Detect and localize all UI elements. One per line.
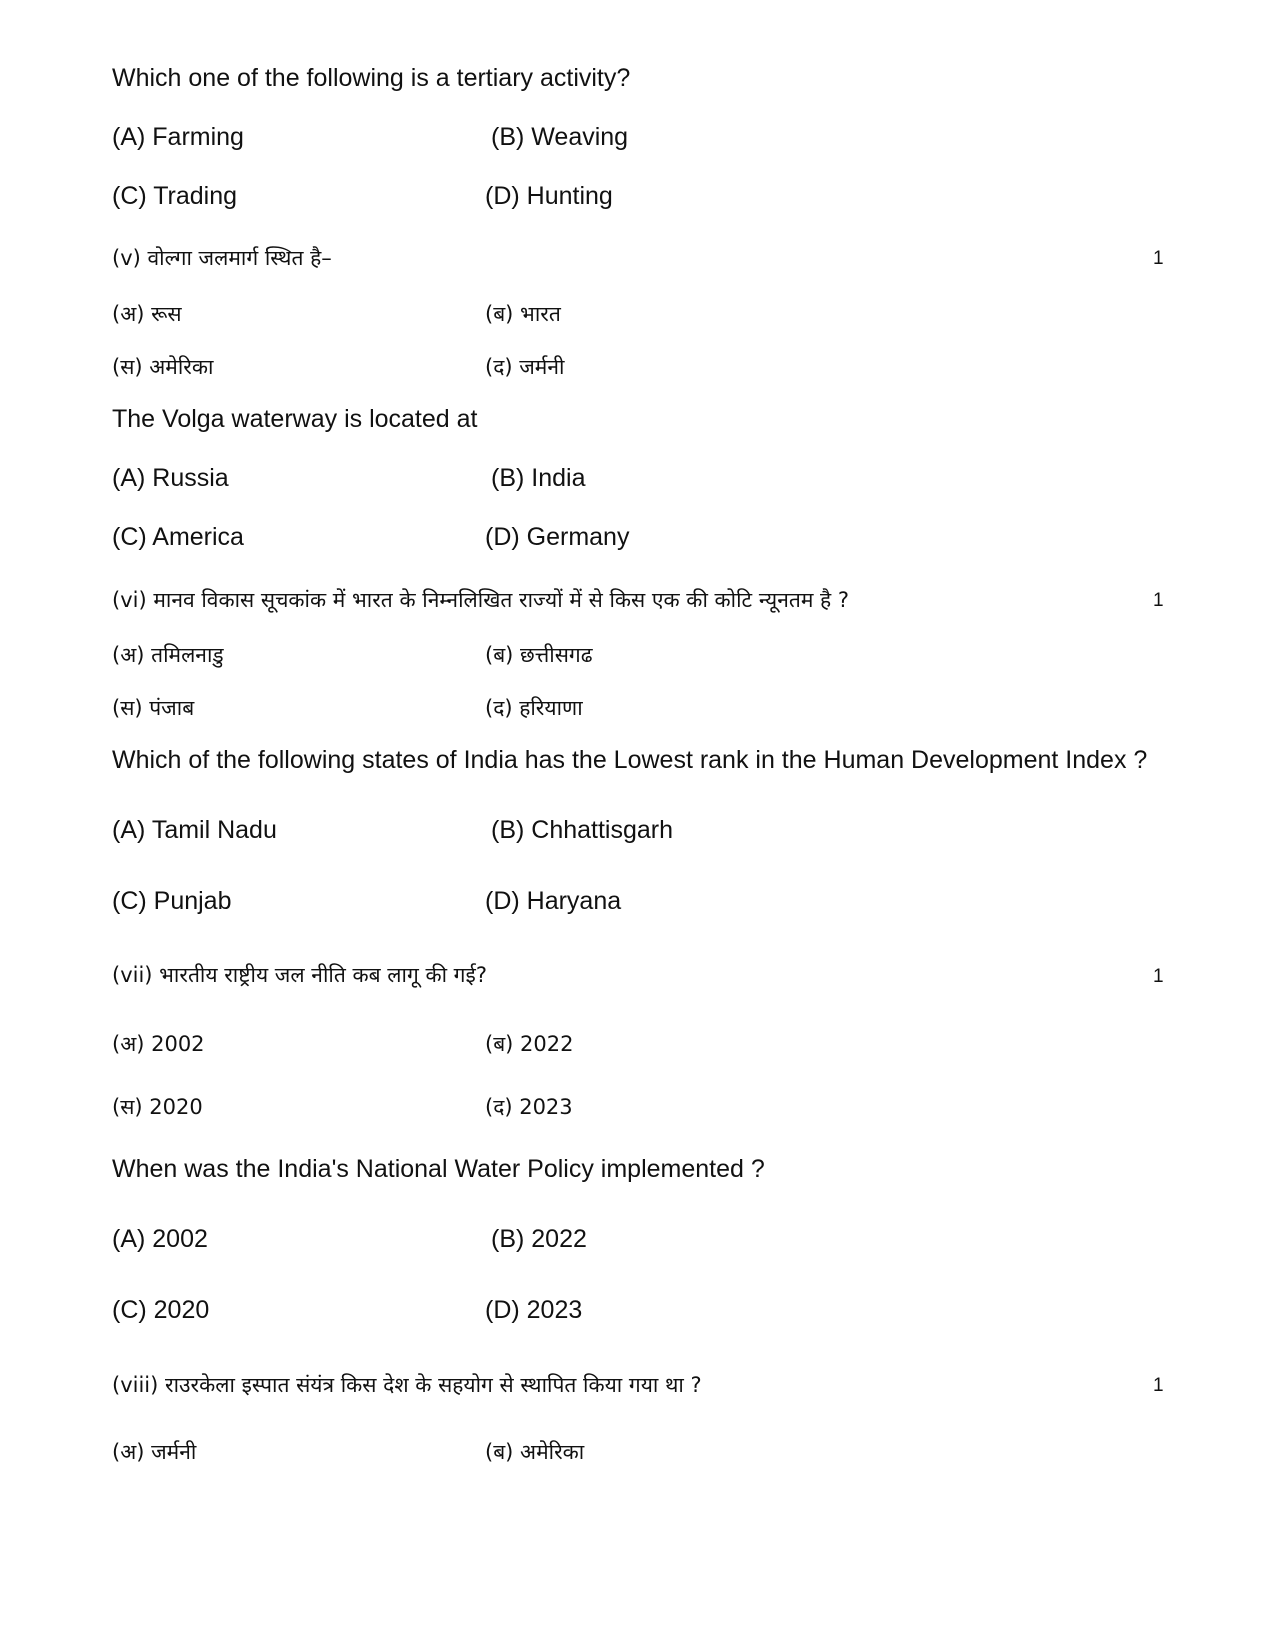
option-d: (D) Hunting: [485, 182, 613, 210]
option-a-hindi: (अ) रूस: [112, 302, 182, 326]
question-text-hindi: (vii) भारतीय राष्ट्रीय जल नीति कब लागू की गई?: [112, 963, 487, 987]
marks: 1: [1153, 1375, 1164, 1396]
option-b: (B) 2022: [491, 1225, 587, 1253]
question-text-hindi: (v) वोल्गा जलमार्ग स्थित है–: [112, 246, 332, 270]
option-a: (A) Russia: [112, 464, 229, 492]
option-c: (C) Trading: [112, 182, 238, 210]
question-text: When was the India's National Water Policy implemented ?: [112, 1155, 765, 1183]
option-b: (B) Weaving: [491, 123, 629, 151]
option-a: (A) Tamil Nadu: [112, 816, 277, 844]
question-text-hindi: (vi) मानव विकास सूचकांक में भारत के निम्नलिखित राज्यों में से किस एक की कोटि न्यूनतम है ?: [112, 588, 850, 612]
option-d-hindi: (द) जर्मनी: [485, 355, 565, 379]
option-c: (C) Punjab: [112, 887, 232, 915]
option-a-hindi: (अ) जर्मनी: [112, 1440, 197, 1464]
option-c: (C) 2020: [112, 1296, 210, 1324]
option-b-hindi: (ब) भारत: [485, 302, 561, 326]
question-text: Which of the following states of India has the Lowest rank in the Human Development Index ?: [112, 746, 1148, 774]
option-c-hindi: (स) पंजाब: [112, 696, 195, 720]
question-text: The Volga waterway is located at: [112, 405, 478, 433]
option-d-hindi: (द) हरियाणा: [485, 696, 583, 720]
option-b: (B) India: [491, 464, 586, 492]
marks: 1: [1153, 248, 1164, 269]
marks: 1: [1153, 590, 1164, 611]
option-b-hindi: (ब) 2022: [485, 1032, 574, 1056]
option-b: (B) Chhattisgarh: [491, 816, 674, 844]
question-text-hindi: (viii) राउरकेला इस्पात संयंत्र किस देश के सहयोग से स्थापित किया गया था ?: [112, 1373, 702, 1397]
option-b-hindi: (ब) छत्तीसगढ: [485, 643, 593, 667]
option-d: (D) 2023: [485, 1296, 583, 1324]
option-a: (A) 2002: [112, 1225, 208, 1253]
question-text: Which one of the following is a tertiary activity?: [112, 64, 631, 92]
option-a-hindi: (अ) 2002: [112, 1032, 205, 1056]
option-b-hindi: (ब) अमेरिका: [485, 1440, 585, 1464]
option-d: (D) Germany: [485, 523, 630, 551]
option-c-hindi: (स) 2020: [112, 1095, 203, 1119]
marks: 1: [1153, 966, 1164, 987]
option-a-hindi: (अ) तमिलनाडु: [112, 643, 224, 667]
option-c: (C) America: [112, 523, 244, 551]
option-c-hindi: (स) अमेरिका: [112, 355, 214, 379]
option-a: (A) Farming: [112, 123, 244, 151]
option-d: (D) Haryana: [485, 887, 622, 915]
option-d-hindi: (द) 2023: [485, 1095, 573, 1119]
